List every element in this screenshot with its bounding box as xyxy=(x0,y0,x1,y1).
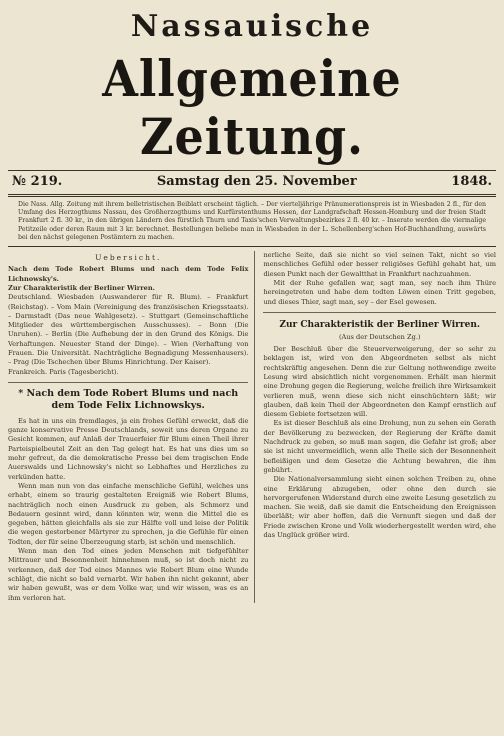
right-column xyxy=(255,251,496,603)
paragraph: Die Nationalversammlung sieht einen solchen Treiben zu, ohne eine Erklärung abzugeben, oder ohne den durch sie hervorgerufenen Widerstand durch eine zweite Lesung gesetzlich zu machen. Sie weiß, daß sie damit die Entscheidung den Ereignissen überläßt; wir aber hoffen, daß die Vernunft siegen und daß der Friede zwischen Krone und Volk wiederhergestellt werden wird, ehe das Unglück größer wird. xyxy=(263,475,496,540)
issue-year: 1848. xyxy=(451,174,492,189)
left-column xyxy=(8,251,255,603)
article2-body xyxy=(263,345,496,540)
columns xyxy=(8,247,496,603)
article2-source: (Aus der Deutschen Zg.) xyxy=(338,332,421,341)
paragraph: Es ist dieser Beschluß als eine Drohung, nun zu sehen ein Gerath der Bevölkerung zu bezwecken, der Regierung der Kräfte damit Nachdruck zu geben, so muß man sagen, die Gefahr ist groß; aber sie ist nicht unvermeidlich, wenn alle Theile sich der Besonnenheit befleißigen und dem Gesetze die Achtung bewahren, die ihm gebührt. xyxy=(263,419,496,474)
overview-heading: Uebersicht. xyxy=(95,253,162,263)
paragraph: Mit der Ruhe gefallen war, sagt man, sey nach ihm Thüre hereingetreten und habe dem todten Löwen einen Tritt gegeben, und dieses Thier, sagt man, sey – der Esel gewesen. xyxy=(263,278,496,306)
masthead-title: Allgemeine Zeitung. xyxy=(102,49,402,166)
overview-item: Zur Charakteristik der Berliner Wirren. xyxy=(8,283,155,292)
issue-date: Samstag den 25. November xyxy=(156,174,357,189)
right-column-continuation xyxy=(263,251,496,307)
subscription-notice: Die Nass. Allg. Zeitung mit ihrem belletristischen Beiblatt erscheint täglich. – Der vierteljährige Pränumerationspreis ist in Wiesbaden 2 fl., für den Umfang des Herzogthums Nassau, des Großherzogthums und Kurfürstenthums Hessen, der Landgrafschaft Hessen-Homburg und der freien Stadt Frankfurt 2 fl. 30 kr., in den übrigen Ländern des fürstlich Thurn und Taxis'schen Verwaltungsbezirkes 2 fl. 40 kr. – Inserate werden die viermalige Petitzeile oder deren Raum mit 3 kr. berechnet. Bestellungen beliebe man in Wiesbaden in der L. Schellenberg'schen Hof-Buchhandlung, auswärts bei den nächst gelegenen Postämtern zu machen. xyxy=(8,197,496,247)
overview-item: Nach dem Tode Robert Blums und nach dem Tode Felix Lichnowsky's. xyxy=(8,265,249,283)
article1-title: * Nach dem Tode Robert Blums und nach dem Tode Felix Lichnowskys. xyxy=(18,387,239,411)
article1-body xyxy=(8,417,248,603)
separator xyxy=(263,312,496,313)
article2-title: Zur Charakteristik der Berliner Wirren. xyxy=(279,319,481,330)
paragraph: Es hat in uns ein fremdlages, ja ein frohes Gefühl erweckt, daß die ganze konservative Presse Deutschlands, soweit uns deren Organe zu Gesicht kommen, auf Anlaß der Trauerfeier für Blum einen Theil ihrer Parteispielbeutel Zeit an den Tag gelegt hat. Es hat uns dies um so mehr gefreut, da die demokratische Presse bei dem tragischen Ende Auerswalds und Lichnowsky's nicht so Lebhaftes und Herzliches zu verkünden hatte. xyxy=(8,416,249,481)
overview-item: Deutschland. Wiesbaden (Auswanderer für R. Blum). – Frankfurt (Reichstag). – Vom Main (Vereinigung des französischen Kriegsstaats). – Darmstadt (Das neue Wahlgesetz). – Stuttgart (Gemeinschaftliche Mitglieder des württembergischen Ausschusses). – Bonn (Die Unruhen). – Berlin (Die Aufhebung der in den Grund des Königs. Die Verhaftungen. Neuester Stand der Dinge). – Wien (Verhaftung von Frauen. Die Universität. Nachträgliche Begnadigung Messenhausers). – Prag (Die Tschechen über Blums Hinrichtung. Der Kaiser). xyxy=(8,293,249,367)
issue-number: № 219. xyxy=(12,174,63,189)
paragraph: Wenn man den Tod eines jeden Menschen mit tiefgefühlter Mittrauer und Besonnenheit hinnehmen muß, so ist doch nicht zu verkennen, daß der Tod eines Mannes wie Robert Blum eine Wunde schlägt, die nicht so bald vernarbt. Wir haben ihn nicht gekannt, aber wir haben gewußt, was er dem Volke war, und wir wissen, was es an ihm verloren hat. xyxy=(8,547,249,602)
separator xyxy=(8,382,248,383)
masthead-line1: Nassauische xyxy=(130,9,374,44)
paragraph: Wenn man nun von das einfache menschliche Gefühl, welches uns erhabt, einem so traurig gestalteten Ereigniß wie Robert Blums, nachträglich noch einen Ausdruck zu geben, als Schmerz und Bedauern gesinnt wird, dann könnten wir, wenn die Mittel die es gegeben, hätten gleichfalls als sie zur Hälfte voll und leise der Politik die wegen gestorbener Märtyrer zu sprechen, ja die Gefühle für einen Todten, der für seine Überzeugung starb, ist schön und menschlich. xyxy=(8,481,249,546)
overview-list xyxy=(8,265,248,377)
paragraph: nerliche Seite, daß sie nicht so viel seinen Takt, nicht so viel menschliches Gefühl oder besser religiöses Gefühl gehabt hat, um diesen Punkt nach der Gewaltthat in Frankfurt nachzuahmen. xyxy=(263,251,496,278)
dateline xyxy=(8,171,496,192)
overview-item: Frankreich. Paris (Tagesbericht). xyxy=(8,367,119,376)
paragraph: Der Beschluß über die Steuerverweigerung, der so sehr zu beklagen ist, wird von den Abgeordneten selbst als nicht rechtskräftig angesehen. Denn die zur Geltung nothwendige zweite Lesung wird absichtlich nicht vorgenommen. Erhält man hiermit eine Drohung gegen die Regierung, welche freilich ihre Wirksamkeit verlieren muß, wenn diese sich nicht einschüchtern läßt; wir glauben, daß kein Theil der Abgeordneten den Kampf ernstlich auf diesem Gebiete fortsetzen will. xyxy=(263,345,496,419)
